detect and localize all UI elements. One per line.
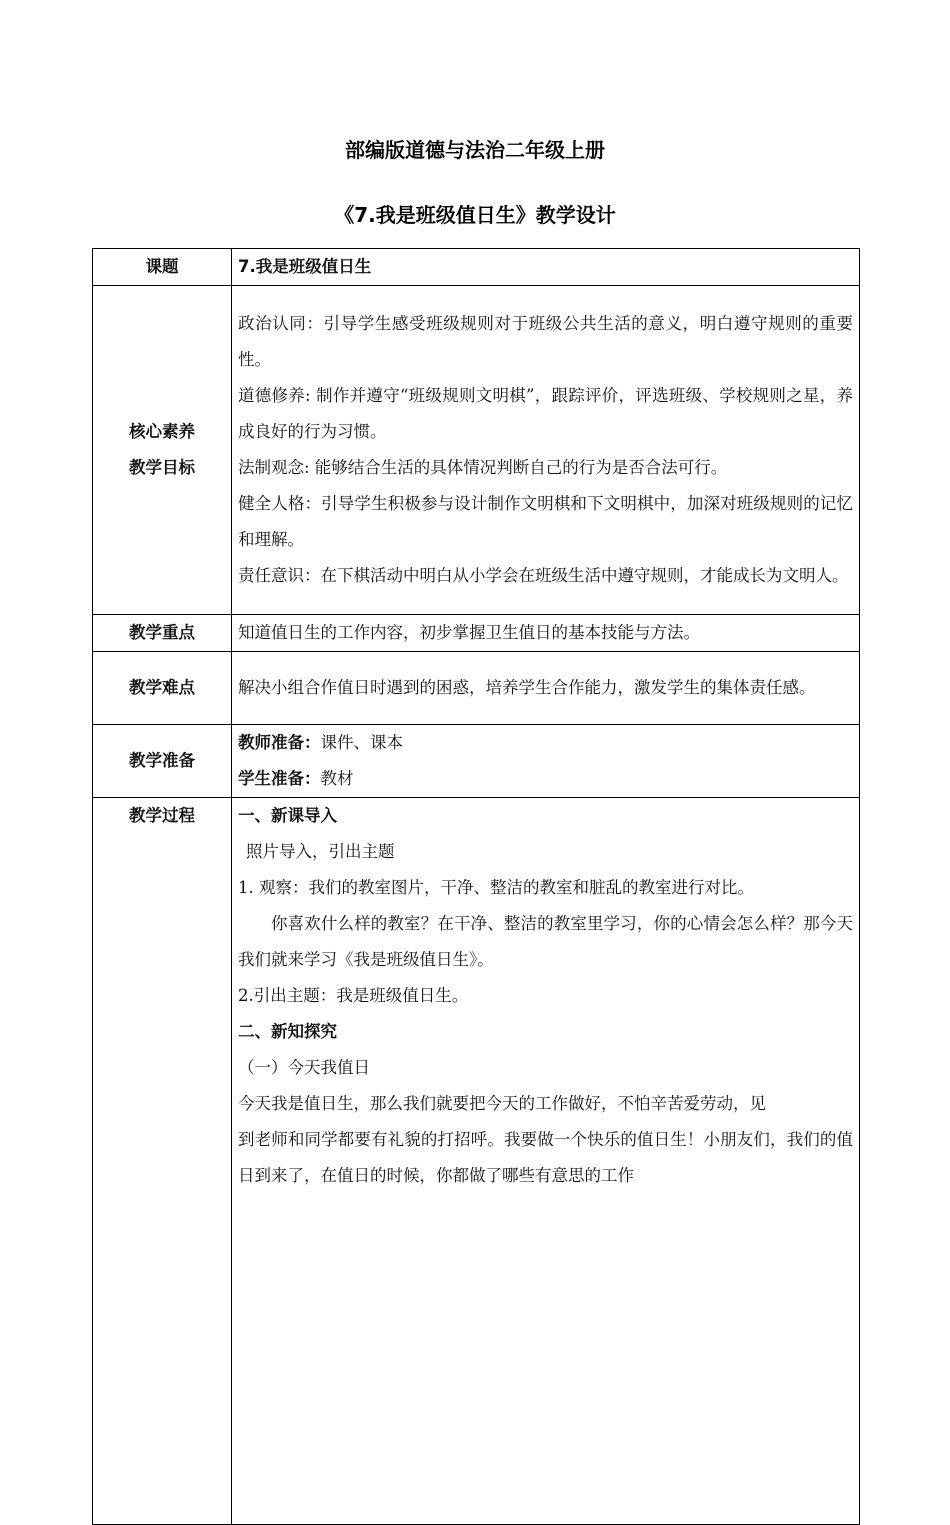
value-key-points: 知道值日生的工作内容，初步掌握卫生值日的基本技能与方法。 (232, 615, 860, 652)
section1-heading: 一、新课导入 (238, 806, 337, 825)
label-core-literacy (93, 286, 232, 615)
teacher-prep-text: 课件、课本 (320, 733, 403, 752)
value-difficulties: 解决小组合作值日时遇到的困惑，培养学生合作能力，激发学生的集体责任感。 (232, 652, 860, 725)
document-subtitle: 《7.我是班级值日生》教学设计 (334, 203, 616, 227)
value-process (232, 798, 860, 1525)
goal-moral: 道德修养: 制作并遵守“班级规则文明棋”，跟踪评价，评选班级、学校规则之星，养成良好的行为习惯。 (238, 386, 853, 441)
lesson-plan-table (92, 248, 860, 1525)
label-topic: 课题 (93, 249, 232, 286)
label-core-line2: 教学目标 (129, 458, 195, 477)
intro-line: 照片导入，引出主题 (246, 842, 395, 861)
document-title: 部编版道德与法治二年级上册 (345, 138, 605, 162)
row-core-literacy (93, 286, 860, 615)
process-item1: 1. 观察：我们的教室图片，干净、整洁的教室和脏乱的教室进行对比。 (238, 878, 754, 897)
student-prep-text: 教材 (320, 769, 354, 788)
row-key-points (93, 615, 860, 652)
student-prep (238, 761, 853, 797)
row-topic (93, 249, 860, 286)
row-process (93, 798, 860, 1525)
goal-legal: 法制观念: 能够结合生活的具体情况判断自己的行为是否合法可行。 (238, 458, 728, 477)
teacher-prep (238, 725, 853, 761)
label-process: 教学过程 (93, 798, 232, 1525)
row-preparation (93, 725, 860, 798)
value-preparation (232, 725, 860, 798)
goal-personality: 健全人格：引导学生积极参与设计制作文明棋和下文明棋中，加深对班级规则的记忆和理解。 (238, 494, 853, 549)
process-item1-question: 你喜欢什么样的教室？在干净、整洁的教室里学习，你的心情会怎么样？那今天我们就来学习《我是班级值日生》。 (238, 914, 853, 969)
goal-responsibility: 责任意识：在下棋活动中明白从小学会在班级生活中遵守规则，才能成长为文明人。 (238, 566, 849, 585)
process-para-a: 今天我是值日生，那么我们就要把今天的工作做好，不怕辛苦爱劳动，见 (238, 1094, 766, 1113)
label-preparation: 教学准备 (93, 725, 232, 798)
process-item2: 2.引出主题：我是班级值日生。 (238, 986, 469, 1005)
teacher-prep-label: 教师准备： (238, 733, 321, 752)
student-prep-label: 学生准备： (238, 769, 321, 788)
row-difficulties (93, 652, 860, 725)
sub-heading-1: （一）今天我值日 (238, 1058, 370, 1077)
goal-political: 政治认同：引导学生感受班级规则对于班级公共生活的意义，明白遵守规则的重要性。 (238, 314, 853, 369)
label-difficulties: 教学难点 (93, 652, 232, 725)
process-para-b: 到老师和同学都要有礼貌的打招呼。我要做一个快乐的值日生！小朋友们，我们的值日到来了，在值日的时候，你都做了哪些有意思的工作 (238, 1130, 853, 1185)
section2-heading: 二、新知探究 (238, 1022, 337, 1041)
value-topic: 7.我是班级值日生 (232, 249, 860, 286)
core-goals (232, 286, 860, 615)
label-key-points: 教学重点 (93, 615, 232, 652)
label-core-line1: 核心素养 (129, 422, 195, 441)
